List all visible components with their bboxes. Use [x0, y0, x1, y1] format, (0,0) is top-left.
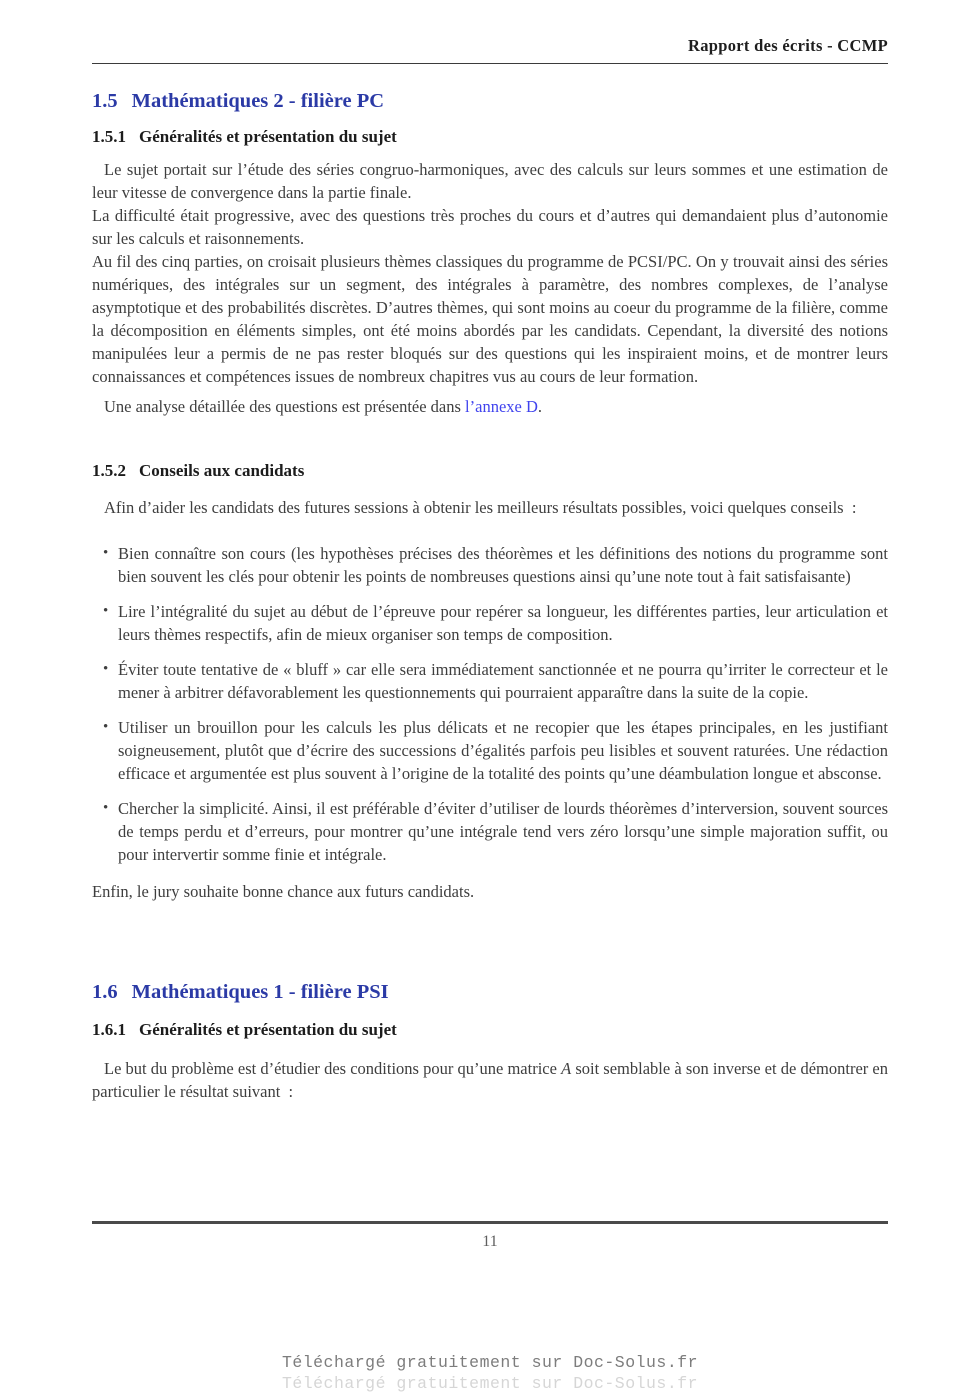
paragraph-sujet: Le sujet portait sur l’étude des séries congruo-harmoniques, avec des calculs sur leurs sommes et une estimation de leur vitesse de convergence dans la partie finale. [92, 160, 888, 202]
paragraph-afin: Afin d’aider les candidats des futures sessions à obtenir les meilleurs résultats possibles, voici quelques conseils : [104, 498, 857, 517]
page-number: 11 [482, 1233, 498, 1250]
paragraph-difficulte: La difficulté était progressive, avec des questions très proches du cours et d’autres qui demandaient plus d’autonomie sur les calculs et raisonnements. [92, 206, 888, 248]
matrix-variable: A [561, 1059, 572, 1078]
subsection-heading-1-6-1 [92, 1019, 888, 1041]
page-header-title: Rapport des écrits - CCMP [688, 36, 888, 55]
section-number: 1.6 [92, 981, 118, 1003]
lebut-text-after: soit semblable à son inverse et de démontrer en particulier le résultat suivant : [92, 1059, 888, 1101]
paragraph-lebut [92, 1057, 888, 1103]
paragraph-analyse [92, 395, 888, 418]
section-heading-1-5 [92, 88, 888, 114]
section-heading-1-6 [92, 979, 888, 1005]
subsection-heading-1-5-1 [92, 126, 888, 148]
list-item: • Lire l’intégralité du sujet au début de l’épreuve pour repérer sa longueur, les différentes parties, leur articulation et leurs thèmes respectifs, afin de mieux organiser son temps de composition. [118, 600, 888, 646]
subsection-number: 1.5.2 [92, 461, 126, 480]
list-item: • Utiliser un brouillon pour les calculs les plus délicats et ne recopier que les étapes principales, en les justifiant soigneusement, plutôt que d’écrire des successions d’égalités parfois peu lisibles et souvent raturées. Une rédaction efficace et argumentée est plus souvent à l’origine de la totalité des points qu’une déambulation longue et absconse. [118, 716, 888, 785]
conseils-list [92, 542, 888, 866]
watermark-ghost: Téléchargé gratuitement sur Doc-Solus.fr [281, 1374, 699, 1393]
section-number: 1.5 [92, 90, 118, 112]
paragraph-aufil: Au fil des cinq parties, on croisait plusieurs thèmes classiques du programme de PCSI/PC. On y trouvait ainsi des séries numériques, des intégrales sur un segment, des intégrales à paramètre, des nombres complexes, de l’analyse asymptotique et des probabilités discrètes. D’autres thèmes, qui sont moins au coeur du programme de la filière, comme la décomposition en éléments simples, ont été moins abordés par les candidats. Cependant, la diversité des notions manipulées leur a permis de ne pas rester bloqués sur des questions qui les inspiraient moins, et de montrer leurs connaissances et compétences issues de nombreux chapitres vus au cours de leur formation. [92, 252, 888, 386]
annexe-d-link[interactable]: l’annexe D [465, 397, 538, 416]
subsection-title: Généralités et présentation du sujet [139, 1020, 397, 1039]
list-item: • Chercher la simplicité. Ainsi, il est préférable d’éviter d’utiliser de lourds théorèmes d’interversion, souvent sources de temps perdu et d’erreurs, pour montrer qu’une intégrale tend vers zéro lorsqu’une simple majoration suffit, ou pour intervertir somme finie et intégrale. [118, 797, 888, 866]
paragraph-enfin: Enfin, le jury souhaite bonne chance aux futurs candidats. [92, 882, 475, 901]
watermark-text: Téléchargé gratuitement sur Doc-Solus.fr [281, 1353, 699, 1372]
analyse-text-after: . [537, 397, 543, 416]
section-title: Mathématiques 1 - filière PSI [131, 981, 389, 1003]
list-item: • Bien connaître son cours (les hypothèses précises des théorèmes et les définitions des notions du programme sont bien souvent les clés pour obtenir les points de nombreuses questions ainsi qu’une note tout à fait satisfaisante) [118, 542, 888, 588]
header-rule [92, 63, 888, 64]
analyse-text-before: Une analyse détaillée des questions est présentée dans [104, 397, 466, 416]
section-title: Mathématiques 2 - filière PC [131, 90, 385, 112]
subsection-title: Conseils aux candidats [139, 461, 305, 480]
subsection-title: Généralités et présentation du sujet [139, 127, 397, 146]
list-item: • Éviter toute tentative de « bluff » car elle sera immédiatement sanctionnée et ne pourra qu’irriter le correcteur et le mener à arbitrer défavorablement les questionnements qui pourraient apparaître dans la suite de la copie. [118, 658, 888, 704]
footer-rule [92, 1221, 888, 1224]
lebut-text-before: Le but du problème est d’étudier des conditions pour qu’une matrice [104, 1059, 562, 1078]
subsection-number: 1.6.1 [92, 1020, 126, 1039]
subsection-heading-1-5-2 [92, 460, 888, 482]
subsection-number: 1.5.1 [92, 127, 126, 146]
